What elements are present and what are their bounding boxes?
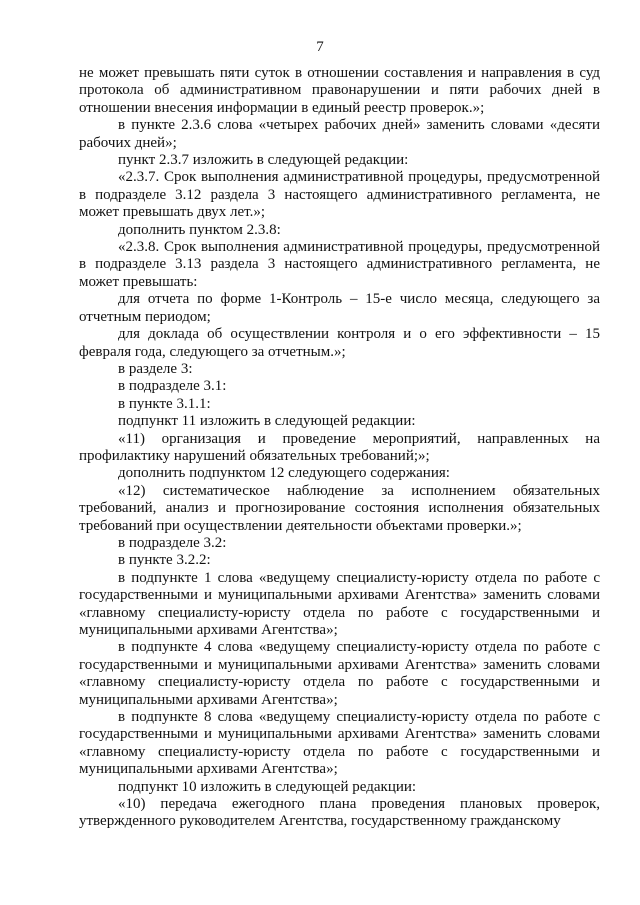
paragraph-7: для отчета по форме 1-Контроль – 15-е число месяца, следующего за отчетным периодом; xyxy=(79,291,600,325)
paragraph-1: не может превышать пяти суток в отношении составления и направления в суд протокола об административном правонарушении и пяти рабочих дней в отношении внесения информации в единый реестр проверок.»; xyxy=(79,65,600,116)
paragraph-9: в разделе 3: xyxy=(118,360,193,377)
paragraph-13: «11) организация и проведение мероприятий, направленных на профилактику нарушений обязательных требований;»; xyxy=(79,430,600,464)
paragraph-18: в подпункте 1 слова «ведущему специалисту-юристу отдела по работе с государственными и муниципальными архивами Агентства» заменить словами «главному специалисту-юристу отдела по работе с государственными и муниципальными архивами Агентства»; xyxy=(79,569,600,638)
paragraph-5: дополнить пунктом 2.3.8: xyxy=(118,221,281,238)
document-body xyxy=(79,65,600,831)
paragraph-17: в пункте 3.2.2: xyxy=(118,552,211,569)
paragraph-12: подпункт 11 изложить в следующей редакции: xyxy=(118,413,416,430)
paragraph-20: в подпункте 8 слова «ведущему специалисту-юристу отдела по работе с государственными и муниципальными архивами Агентства» заменить словами «главному специалисту-юристу отдела по работе с государственными и муниципальными архивами Агентства»; xyxy=(79,709,600,778)
paragraph-22: «10) передача ежегодного плана проведения плановых проверок, утвержденного руководителем Агентства, государственному гражданскому xyxy=(79,796,600,830)
paragraph-16: в подразделе 3.2: xyxy=(118,534,227,551)
paragraph-21: подпункт 10 изложить в следующей редакции: xyxy=(118,778,417,795)
paragraph-3: пункт 2.3.7 изложить в следующей редакции: xyxy=(118,152,409,169)
paragraph-2: в пункте 2.3.6 слова «четырех рабочих дней» заменить словами «десяти рабочих дней»; xyxy=(79,117,600,151)
paragraph-8: для доклада об осуществлении контроля и о его эффективности – 15 февраля года, следующего за отчетным.»; xyxy=(79,326,600,360)
paragraph-4: «2.3.7. Срок выполнения административной процедуры, предусмотренной в подразделе 3.12 раздела 3 настоящего административного регламента, не может превышать двух лет.»; xyxy=(79,169,600,221)
page-number: 7 xyxy=(316,39,324,55)
paragraph-19: в подпункте 4 слова «ведущему специалисту-юристу отдела по работе с государственными и муниципальными архивами Агентства» заменить словами «главному специалисту-юристу отдела по работе с государственными и муниципальными архивами Агентства»; xyxy=(79,639,600,708)
paragraph-15: «12) систематическое наблюдение за исполнением обязательных требований, анализ и прогнозирование состояния исполнения обязательных требований при осуществлении деятельности объектами проверки.»; xyxy=(79,482,600,534)
paragraph-14: дополнить подпунктом 12 следующего содержания: xyxy=(118,465,450,482)
paragraph-11: в пункте 3.1.1: xyxy=(118,395,211,412)
paragraph-10: в подразделе 3.1: xyxy=(118,378,227,395)
paragraph-6: «2.3.8. Срок выполнения административной процедуры, предусмотренной в подразделе 3.13 раздела 3 настоящего административного регламента, не может превышать: xyxy=(79,239,600,290)
